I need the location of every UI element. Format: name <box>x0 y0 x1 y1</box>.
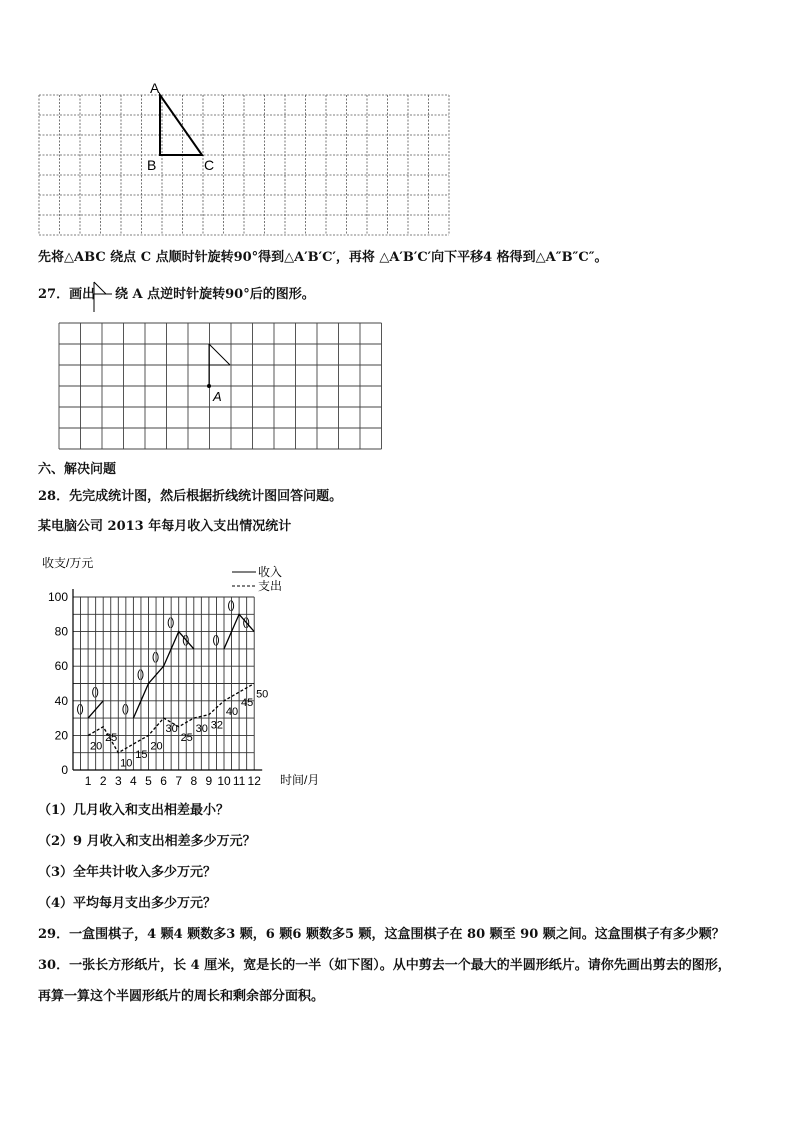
x-axis-label: 时间/月 <box>280 773 320 787</box>
expense-data-label: 15 <box>135 749 148 762</box>
expense-data-label: 50 <box>256 688 269 701</box>
q26-instruction: 先将△ABC 绕点 C 点顺时针旋转90°得到△A′B′C′，再将 △A′B′C′向下平移4 格得到△A″B″C″。 <box>38 250 608 265</box>
y-tick-label: 100 <box>47 590 68 604</box>
y-axis-label: 收支/万元 <box>42 556 94 570</box>
rotation-grid-2 <box>58 322 384 452</box>
q28-sub-1: （1）几月收入和支出相差最小？ <box>38 803 230 818</box>
section-title: 六、解决问题 <box>38 462 117 477</box>
y-tick-label: 40 <box>54 693 68 708</box>
chart-title: 某电脑公司 2013 年每月收入支出情况统计 <box>38 519 292 534</box>
income-data-label: () <box>167 616 175 629</box>
q30-line-2: 再算一算这个半圆形纸片的周长和剩余部分面积。 <box>38 989 325 1004</box>
x-tick-label: 6 <box>160 774 167 788</box>
expense-data-label: 45 <box>240 697 254 710</box>
label-a: A <box>150 82 160 96</box>
q28-sub-4: （4）平均每月支出多少万元？ <box>38 896 217 911</box>
x-tick-label: 10 <box>217 774 231 788</box>
x-tick-label: 7 <box>175 774 183 788</box>
expense-data-label: 25 <box>180 731 193 744</box>
x-tick-label: 9 <box>205 774 213 788</box>
income-data-label: () <box>121 703 130 716</box>
point-a <box>207 384 211 388</box>
q27-prefix: 27．画出 <box>38 287 96 302</box>
y-tick-label: 60 <box>54 659 68 674</box>
income-expense-line-chart <box>30 550 350 790</box>
x-tick-label: 12 <box>247 774 261 788</box>
x-tick-label: 5 <box>145 774 152 788</box>
income-data-label: () <box>227 599 235 612</box>
income-data-label: () <box>212 633 220 646</box>
legend-expense: 支出 <box>258 579 283 593</box>
x-tick-label: 1 <box>84 774 92 788</box>
q28-sub-3: （3）全年共计收入多少万元？ <box>38 865 217 880</box>
expense-data-label: 20 <box>89 740 103 753</box>
q29-text: 29．一盒围棋子，4 颗4 颗数多3 颗，6 颗6 颗数多5 颗，这盒围棋子在 80 颗至 90 颗之间。这盒围棋子有多少颗？ <box>38 927 725 942</box>
q30-line-1: 30．一张长方形纸片，长 4 厘米，宽是长的一半（如下图）。从中剪去一个最大的半圆形纸片。请你先画出剪去的图形， <box>38 958 731 973</box>
income-data-label: () <box>136 668 145 681</box>
y-tick-label: 20 <box>54 728 68 743</box>
q28-sub-2: （2）9 月收入和支出相差多少万元？ <box>38 834 256 849</box>
x-tick-label: 4 <box>130 774 137 788</box>
income-data-label: () <box>182 633 190 646</box>
legend-income: 收入 <box>258 565 283 579</box>
income-data-label: () <box>91 685 99 698</box>
expense-data-label: 25 <box>105 731 118 744</box>
x-tick-label: 2 <box>99 774 107 788</box>
expense-data-label: 32 <box>210 719 224 732</box>
y-tick-label: 80 <box>54 624 68 639</box>
expense-data-label: 10 <box>120 757 133 770</box>
point-a-label: A <box>213 389 222 404</box>
income-data-label: () <box>151 651 160 664</box>
x-tick-label: 11 <box>232 774 246 788</box>
x-tick-label: 8 <box>190 774 198 788</box>
expense-data-label: 40 <box>225 705 239 718</box>
rotation-grid-1 <box>38 82 450 240</box>
flag-shape-icon <box>92 280 114 314</box>
expense-data-label: 30 <box>195 723 208 736</box>
y-tick-label: 0 <box>61 763 68 777</box>
expense-data-label: 20 <box>150 740 163 753</box>
q27-suffix: 绕 A 点逆时针旋转90°后的图形。 <box>115 287 315 302</box>
label-b: B <box>147 157 157 173</box>
income-data-label: () <box>76 703 84 716</box>
income-data-label: () <box>242 616 250 629</box>
triangle-abc <box>160 95 202 155</box>
label-c: C <box>204 157 215 173</box>
x-tick-label: 3 <box>114 774 122 788</box>
expense-data-label: 30 <box>165 723 178 736</box>
q28-text: 28．先完成统计图，然后根据折线统计图回答问题。 <box>38 489 343 504</box>
